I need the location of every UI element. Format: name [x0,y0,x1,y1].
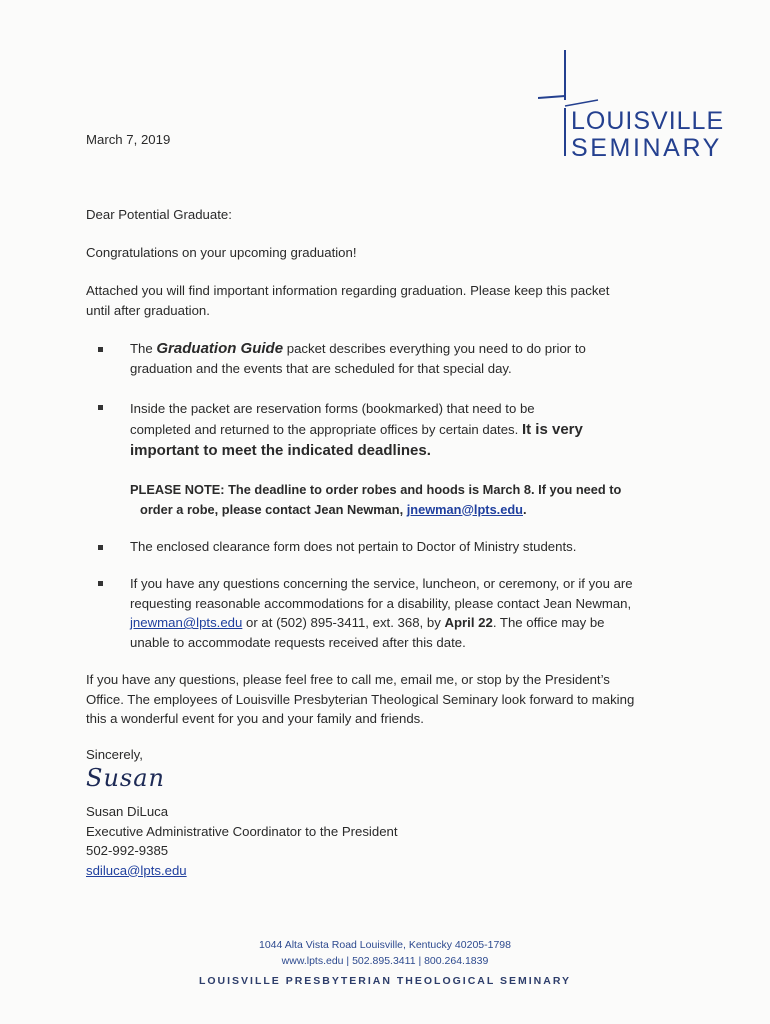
note-end: . [523,501,527,517]
footer-address: 1044 Alta Vista Road Louisville, Kentucky 40205-1798 [259,939,511,951]
footer-contact: www.lpts.edu | 502.895.3411 | 800.264.1839 [281,955,489,967]
bullet-2-text [130,398,583,461]
logo-line-2: SEMINARY [571,134,722,162]
bullet-4-line-2: requesting reasonable accommodations for a disability, please contact Jean Newman, [130,595,632,611]
bullet-1-prefix: The [130,341,157,356]
valediction: Sincerely, [86,747,143,762]
footer-address-block [0,937,770,969]
closing-line-1: If you have any questions, please feel free to call me, email me, or stop by the President’s [86,672,610,687]
bullet-1-line-2: graduation and the events that are scheduled for that special day. [130,360,512,376]
intro-line-2: until after graduation. [86,302,210,318]
bullet-icon [98,347,103,352]
bullet-4-line-3-end: . The office may be [492,615,605,630]
closing-paragraph [86,670,634,729]
intro-paragraph [86,281,609,320]
bullet-4-email-link[interactable]: jnewman@lpts.edu [130,615,243,630]
bullet-1-text [130,339,586,378]
bullet-2-line-3: important to meet the indicated deadlines. [130,442,431,459]
bullet-2-line-1: Inside the packet are reservation forms (bookmarked) that need to be [130,401,535,416]
bullet-2-emphasis: It is very [521,421,583,438]
signer-block [86,802,398,880]
signer-email-link[interactable]: sdiluca@lpts.edu [86,862,187,878]
bullet-4-line-3: or at (502) 895-3411, ext. 368, by [242,615,445,630]
bullet-4-line-1: If you have any questions concerning the service, luncheon, or ceremony, or if you are [130,576,633,591]
intro-line-1: Attached you will find important information regarding graduation. Please keep this packet [86,283,610,298]
congrats-line: Congratulations on your upcoming graduation! [86,245,357,260]
bullet-4-text [130,574,633,652]
bullet-4-deadline: April 22 [444,615,493,630]
please-note [130,480,621,519]
letter-date: March 7, 2019 [86,132,171,147]
note-line-1: PLEASE NOTE: The deadline to order robes and hoods is March 8. If you need to [130,482,622,497]
closing-line-3: this a wonderful event for you and your family and friends. [86,711,424,726]
note-line-2: order a robe, please contact Jean Newman, [140,501,407,517]
bullet-2-line-2: completed and returned to the appropriate offices by certain dates. [130,422,522,437]
bullet-icon [98,581,103,586]
signer-title: Executive Administrative Coordinator to the President [86,823,398,839]
closing-line-2: Office. The employees of Louisville Presbyterian Theological Seminary look forward to making [86,691,635,707]
signer-phone: 502-992-9385 [86,843,169,858]
logo-wordmark [571,108,724,162]
signer-name: Susan DiLuca [86,804,169,819]
bullet-4-line-4: unable to accommodate requests received after this date. [130,634,466,650]
logo-line-1: LOUISVILLE [571,107,725,135]
bullet-icon [98,545,103,550]
salutation: Dear Potential Graduate: [86,207,232,222]
graduation-guide-title: Graduation Guide [156,340,284,357]
bullet-3-text: The enclosed clearance form does not pertain to Doctor of Ministry students. [130,539,577,554]
handwritten-signature: Susan [86,764,165,792]
bullet-icon [98,405,103,410]
footer-seminary-name: LOUISVILLE PRESBYTERIAN THEOLOGICAL SEMINARY [198,975,572,987]
note-email-link[interactable]: jnewman@lpts.edu [406,501,523,517]
bullet-1-rest: packet describes everything you need to do prior to [283,341,586,356]
